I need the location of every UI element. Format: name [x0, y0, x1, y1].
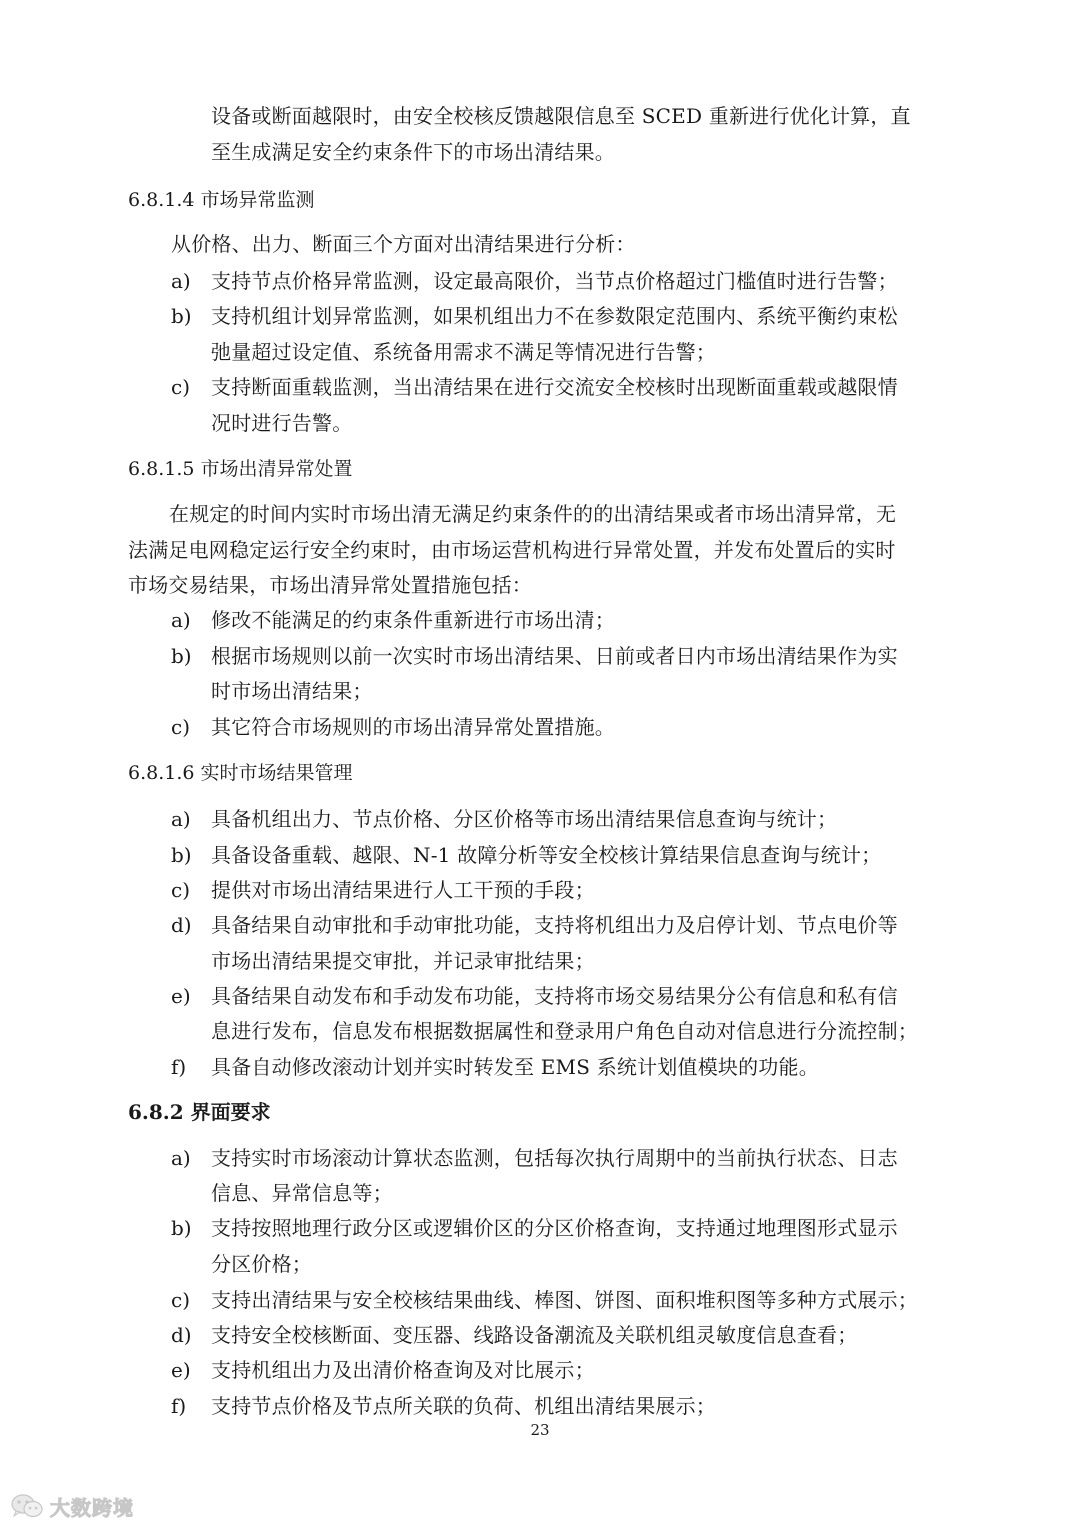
section-6-8-1-5-paragraph-line-3: 市场交易结果，市场出清异常处置措施包括：	[128, 573, 532, 597]
list-item-d-line-2: 市场出清结果提交审批，并记录审批结果；	[211, 949, 595, 973]
section-6-8-1-4-lead: 从价格、出力、断面三个方面对出清结果进行分析：	[171, 232, 636, 256]
list-item-f-line-1: 具备自动修改滚动计划并实时转发至 EMS 系统计划值模块的功能。	[211, 1055, 819, 1079]
list-marker-f: f)	[171, 1055, 187, 1079]
list-item-e-line-1: 支持机组出力及出清价格查询及对比展示；	[211, 1358, 595, 1382]
intro-line-2: 至生成满足安全约束条件下的市场出清结果。	[211, 140, 615, 164]
list-marker-a: a)	[171, 269, 191, 293]
list-marker-b: b)	[171, 1216, 192, 1240]
list-marker-a: a)	[171, 807, 191, 831]
list-item-d-line-1: 具备结果自动审批和手动审批功能，支持将机组出力及启停计划、节点电价等	[211, 913, 898, 937]
list-marker-b: b)	[171, 644, 192, 668]
list-item-a-line-2: 信息、异常信息等；	[211, 1181, 393, 1205]
section-6-8-1-5-paragraph-line-2: 法满足电网稳定运行安全约束时，由市场运营机构进行异常处置，并发布处置后的实时	[128, 538, 896, 562]
list-marker-d: d)	[171, 913, 192, 937]
list-item-c-line-1: 提供对市场出清结果进行人工干预的手段；	[211, 878, 595, 902]
list-item-d-line-1: 支持安全校核断面、变压器、线路设备潮流及关联机组灵敏度信息查看；	[211, 1323, 858, 1347]
list-item-b-line-1: 支持机组计划异常监测，如果机组出力不在参数限定范围内、系统平衡约束松	[211, 304, 898, 328]
section-heading-6-8-1-4: 6.8.1.4 市场异常监测	[128, 189, 315, 211]
intro-line-1: 设备或断面越限时，由安全校核反馈越限信息至 SCED 重新进行优化计算，直	[211, 104, 911, 128]
list-item-c-line-1: 支持出清结果与安全校核结果曲线、棒图、饼图、面积堆积图等多种方式展示；	[211, 1288, 918, 1312]
section-heading-6-8-2: 6.8.2 界面要求	[128, 1100, 271, 1124]
list-marker-c: c)	[171, 375, 191, 399]
list-item-e-line-2: 息进行发布，信息发布根据数据属性和登录用户角色自动对信息进行分流控制；	[211, 1019, 918, 1043]
list-marker-e: e)	[171, 984, 191, 1008]
list-item-b-line-1: 支持按照地理行政分区或逻辑价区的分区价格查询，支持通过地理图形式显示	[211, 1216, 898, 1240]
list-marker-a: a)	[171, 1146, 191, 1170]
list-item-a-line-1: 修改不能满足的约束条件重新进行市场出清；	[211, 608, 615, 632]
list-marker-b: b)	[171, 304, 192, 328]
list-item-c-line-1: 支持断面重载监测，当出清结果在进行交流安全校核时出现断面重载或越限情	[211, 375, 898, 399]
list-item-b-line-1: 具备设备重载、越限、N-1 故障分析等安全校核计算结果信息查询与统计；	[211, 843, 882, 867]
section-heading-6-8-1-5: 6.8.1.5 市场出清异常处置	[128, 458, 353, 480]
section-6-8-1-5-paragraph-line-1: 在规定的时间内实时市场出清无满足约束条件的的出清结果或者市场出清异常，无	[169, 502, 897, 526]
list-item-f-line-1: 支持节点价格及节点所关联的负荷、机组出清结果展示；	[211, 1394, 716, 1418]
list-item-b-line-2: 时市场出清结果；	[211, 679, 373, 703]
list-item-c-line-2: 况时进行告警。	[211, 411, 353, 435]
list-marker-c: c)	[171, 715, 191, 739]
list-marker-c: c)	[171, 1288, 191, 1312]
wechat-logo-icon	[10, 1493, 44, 1519]
list-marker-a: a)	[171, 608, 191, 632]
list-marker-e: e)	[171, 1358, 191, 1382]
list-marker-f: f)	[171, 1394, 187, 1418]
list-item-a-line-1: 具备机组出力、节点价格、分区价格等市场出清结果信息查询与统计；	[211, 807, 838, 831]
list-item-a-line-1: 支持实时市场滚动计算状态监测，包括每次执行周期中的当前执行状态、日志	[211, 1146, 898, 1170]
watermark	[10, 1492, 134, 1520]
list-item-b-line-2: 分区价格；	[211, 1252, 312, 1276]
page-number: 23	[530, 1421, 550, 1439]
list-marker-d: d)	[171, 1323, 192, 1347]
list-item-c-line-1: 其它符合市场规则的市场出清异常处置措施。	[211, 715, 615, 739]
section-heading-6-8-1-6: 6.8.1.6 实时市场结果管理	[128, 762, 353, 784]
watermark-text: 大数跨境	[50, 1495, 134, 1520]
list-item-a-line-1: 支持节点价格异常监测，设定最高限价，当节点价格超过门槛值时进行告警；	[211, 269, 898, 293]
list-marker-c: c)	[171, 878, 191, 902]
list-item-b-line-2: 弛量超过设定值、系统备用需求不满足等情况进行告警；	[211, 340, 716, 364]
list-marker-b: b)	[171, 843, 192, 867]
list-item-b-line-1: 根据市场规则以前一次实时市场出清结果、日前或者日内市场出清结果作为实	[211, 644, 898, 668]
list-item-e-line-1: 具备结果自动发布和手动发布功能，支持将市场交易结果分公有信息和私有信	[211, 984, 898, 1008]
